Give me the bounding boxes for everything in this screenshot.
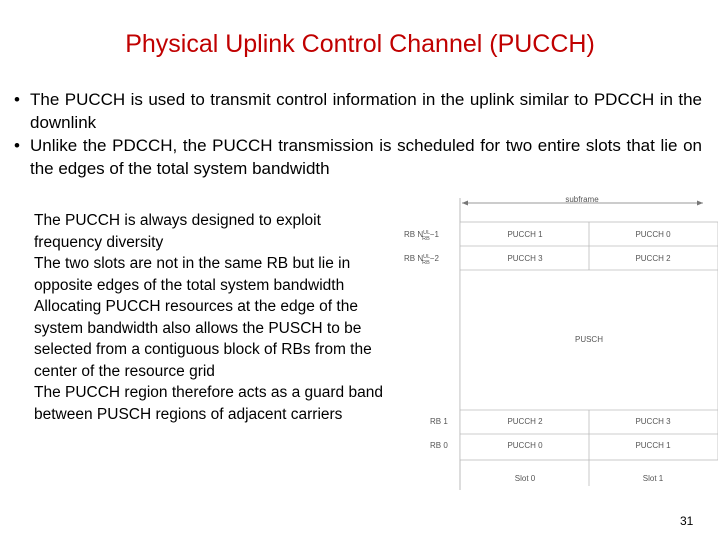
paragraph: Allocating PUCCH resources at the edge of the system bandwidth also allows the PUSCH to be selected from a contiguous block of RBs from the center of the resource grid	[34, 298, 372, 380]
cell-r2-slot0: PUCCH 3	[507, 254, 543, 263]
cell-r3-slot1: PUCCH 3	[635, 417, 671, 426]
bullet-item	[12, 134, 702, 180]
bullet-glyph: •	[14, 90, 20, 109]
slide-title: Physical Uplink Control Channel (PUCCH)	[125, 30, 595, 58]
left-text-block	[34, 210, 384, 425]
cell-r4-slot1: PUCCH 1	[635, 441, 671, 450]
paragraph: The PUCCH is always designed to exploit frequency diversity	[34, 212, 321, 251]
paragraph: The PUCCH region therefore acts as a guard band between PUSCH regions of adjacent carriers	[34, 384, 383, 423]
row-label-top2: RB $N^{UL}$ RB−2	[404, 254, 439, 266]
arrow-head-left	[462, 201, 468, 206]
cell-r1-slot1: PUCCH 0	[635, 230, 671, 239]
bullet-glyph: •	[14, 136, 20, 155]
cell-r1-slot0: PUCCH 1	[507, 230, 543, 239]
diagram-svg	[398, 190, 718, 490]
cell-r3-slot0: PUCCH 2	[507, 417, 543, 426]
row-label-top1: RB $N^{UL}$ RB−1	[404, 230, 439, 242]
bullet-text: Unlike the PDCCH, the PUCCH transmission is scheduled for two entire slots that lie on the edges of the total system bandwidth	[30, 136, 702, 178]
page-number: 31	[680, 514, 694, 528]
cell-r4-slot0: PUCCH 0	[507, 441, 543, 450]
arrow-head-right	[697, 201, 703, 206]
bullet-list	[12, 88, 702, 180]
cell-r2-slot1: PUCCH 2	[635, 254, 671, 263]
subframe-label: subframe	[565, 195, 599, 204]
row-label-rb0: RB 0	[430, 441, 448, 450]
row-label-rb1: RB 1	[430, 417, 448, 426]
bullet-item	[12, 88, 702, 134]
cell-pusch: PUSCH	[574, 335, 604, 344]
slot-label-0: Slot 0	[514, 474, 536, 483]
pucch-resource-diagram	[398, 190, 718, 490]
slot-label-1: Slot 1	[642, 474, 664, 483]
paragraph: The two slots are not in the same RB but lie in opposite edges of the total system bandwidth	[34, 255, 351, 294]
bullet-text: The PUCCH is used to transmit control information in the uplink similar to PDCCH in the downlink	[30, 90, 702, 132]
